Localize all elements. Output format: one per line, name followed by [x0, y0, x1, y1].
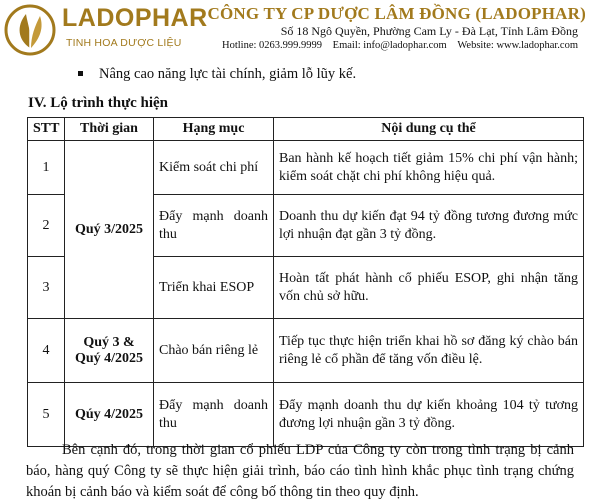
cell-category: Đẩy mạnh doanh thu — [154, 195, 274, 257]
bullet-icon — [78, 71, 83, 76]
hotline: Hotline: 0263.999.9999 — [221, 40, 323, 51]
letterhead — [0, 0, 600, 58]
cell-content: Hoàn tất phát hành cổ phiếu ESOP, ghi nhận tăng vốn chủ sở hữu. — [274, 257, 584, 319]
cell-category: Triển khai ESOP — [154, 257, 274, 319]
cell-stt: 3 — [28, 257, 65, 319]
cell-content: Đẩy mạnh doanh thu dự kiến khoảng 104 tỷ tương đương lợi nhuận gần 3 tỷ đồng. — [274, 383, 584, 447]
header-content: Nội dung cụ thể — [274, 118, 584, 141]
cell-time: Qúy 4/2025 — [65, 383, 154, 447]
header-category: Hạng mục — [154, 118, 274, 141]
table-row — [28, 141, 584, 195]
cell-category: Chào bán riêng lẻ — [154, 319, 274, 383]
cell-stt: 5 — [28, 383, 65, 447]
implementation-roadmap-table — [27, 117, 584, 447]
logo-tagline: TINH HOA DƯỢC LIỆU — [66, 37, 182, 49]
cell-category: Đẩy mạnh doanh thu — [154, 383, 274, 447]
bullet-item — [78, 66, 356, 83]
ladophar-leaf-logo-icon — [4, 4, 56, 56]
cell-stt: 2 — [28, 195, 65, 257]
table-header-row — [28, 118, 584, 141]
closing-paragraph: Bên cạnh đó, trong thời gian cổ phiếu LDP của Công ty còn trong tình trạng bị cảnh báo, hàng quý Công ty sẽ thực hiện giải trình, báo cáo tình hình khắc phục tình trạng chứng khoán bị cảnh báo và kiểm soát để công bố thông tin theo quy định. — [26, 442, 574, 500]
cell-category: Kiểm soát chi phí — [154, 141, 274, 195]
logo-wordmark: LADOPHAR — [62, 4, 208, 32]
cell-content: Doanh thu dự kiến đạt 94 tỷ đồng tương đương mức lợi nhuận đạt gần 3 tỷ đồng. — [274, 195, 584, 257]
table-row — [28, 383, 584, 447]
company-address: Số 18 Ngô Quyền, Phường Cam Ly - Đà Lạt, Tỉnh Lâm Đồng — [280, 24, 578, 38]
header-stt: STT — [28, 118, 65, 141]
cell-content: Tiếp tục thực hiện triển khai hồ sơ đăng ký chào bán riêng lẻ cổ phần để tăng vốn điều lệ. — [274, 319, 584, 383]
cell-stt: 1 — [28, 141, 65, 195]
cell-time: Quý 3/2025 — [65, 141, 154, 319]
email: Email: info@ladophar.com — [332, 40, 447, 51]
website: Website: www.ladophar.com — [457, 40, 578, 51]
section-title: IV. Lộ trình thực hiện — [28, 95, 169, 111]
company-contact-line — [222, 40, 578, 51]
cell-time: Quý 3 & Quý 4/2025 — [65, 319, 154, 383]
table-row — [28, 319, 584, 383]
cell-stt: 4 — [28, 319, 65, 383]
company-name: CÔNG TY CP DƯỢC LÂM ĐỒNG (LADOPHAR) — [207, 4, 586, 23]
cell-content: Ban hành kế hoạch tiết giảm 15% chi phí vận hành; kiểm soát chặt chi phí không hiệu quả. — [274, 141, 584, 195]
bullet-text: Nâng cao năng lực tài chính, giảm lỗ lũy kế. — [99, 66, 357, 82]
header-time: Thời gian — [65, 118, 154, 141]
